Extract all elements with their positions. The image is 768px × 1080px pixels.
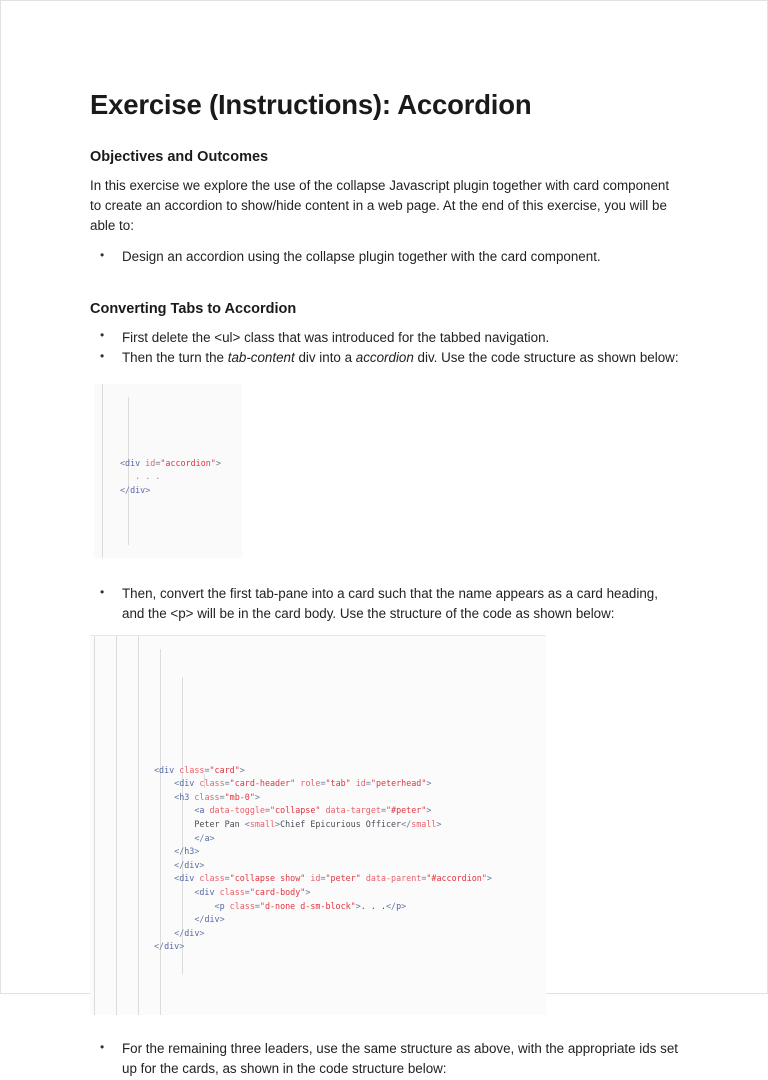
objectives-bullet-list xyxy=(90,247,682,267)
list-item xyxy=(90,348,682,368)
code-line: </div> xyxy=(120,485,151,496)
code-line: <p class="d-none d-sm-block">. . .</p> xyxy=(214,900,407,911)
code-block-2-lines xyxy=(90,750,546,981)
bullet-italic-tab-content: tab-content xyxy=(227,350,295,366)
code-block-accordion-div xyxy=(94,384,242,558)
objectives-paragraph: In this exercise we explore the use of the collapse Javascript plugin together with card component to create an accordion to show/hide content in a web page. At the end of this exercise, you will be able to: xyxy=(90,178,670,233)
bullet-text-part-c: div. Use the code structure as shown below: xyxy=(413,350,679,366)
code-line: <h3 class="mb-0"> xyxy=(174,791,260,802)
list-item: • First delete the <ul> class that was introduced for the tabbed navigation. xyxy=(90,328,682,348)
code-line: <div class="collapse show" id="peter" data-parent="#accordion"> xyxy=(174,873,492,884)
code-line: <div class="card-body"> xyxy=(194,887,311,898)
converting-bullet-list-mid xyxy=(90,584,682,623)
code-line: . . . xyxy=(135,471,161,482)
code-line: <div class="card-header" role="tab" id="peterhead"> xyxy=(174,778,432,789)
bullet-text-part-a: Then the turn the xyxy=(122,350,228,366)
list-item: • Then, convert the first tab-pane into a card such that the name appears as a card heading, and the <p> will be in the card body. Use the structure of the code as shown below: xyxy=(90,584,682,623)
converting-bullet-list-top xyxy=(90,328,682,368)
code-line: </h3> xyxy=(174,846,200,857)
section-heading-converting: Converting Tabs to Accordion xyxy=(90,300,297,317)
section-heading-objectives: Objectives and Outcomes xyxy=(90,149,269,166)
bullet-italic-accordion: accordion xyxy=(355,350,414,366)
document-content xyxy=(90,89,682,1080)
bullet-text-part-b: div into a xyxy=(294,350,356,366)
code-line: </a> xyxy=(194,832,215,843)
code-block-card-structure xyxy=(90,635,546,1015)
code-line: </div> xyxy=(194,914,225,925)
code-line: </div> xyxy=(154,941,185,952)
page-title: Exercise (Instructions): Accordion xyxy=(90,89,532,120)
code-line: </div> xyxy=(174,859,205,870)
list-item: • Design an accordion using the collapse plugin together with the card component. xyxy=(90,247,682,267)
code-line: <div class="card"> xyxy=(154,764,245,775)
code-line: </div> xyxy=(174,927,205,938)
code-line: Peter Pan <small>Chief Epicurious Officer</small> xyxy=(194,819,442,830)
list-item: • For the remaining three leaders, use the same structure as above, with the appropriate ids set up for the cards, as shown in the code structure below: xyxy=(90,1039,682,1078)
code-block-1-lines xyxy=(94,443,242,525)
code-line: <div id="accordion"> xyxy=(120,457,221,468)
code-line: <a data-toggle="collapse" data-target="#peter"> xyxy=(194,805,432,816)
converting-bullet-list-bottom xyxy=(90,1039,682,1078)
